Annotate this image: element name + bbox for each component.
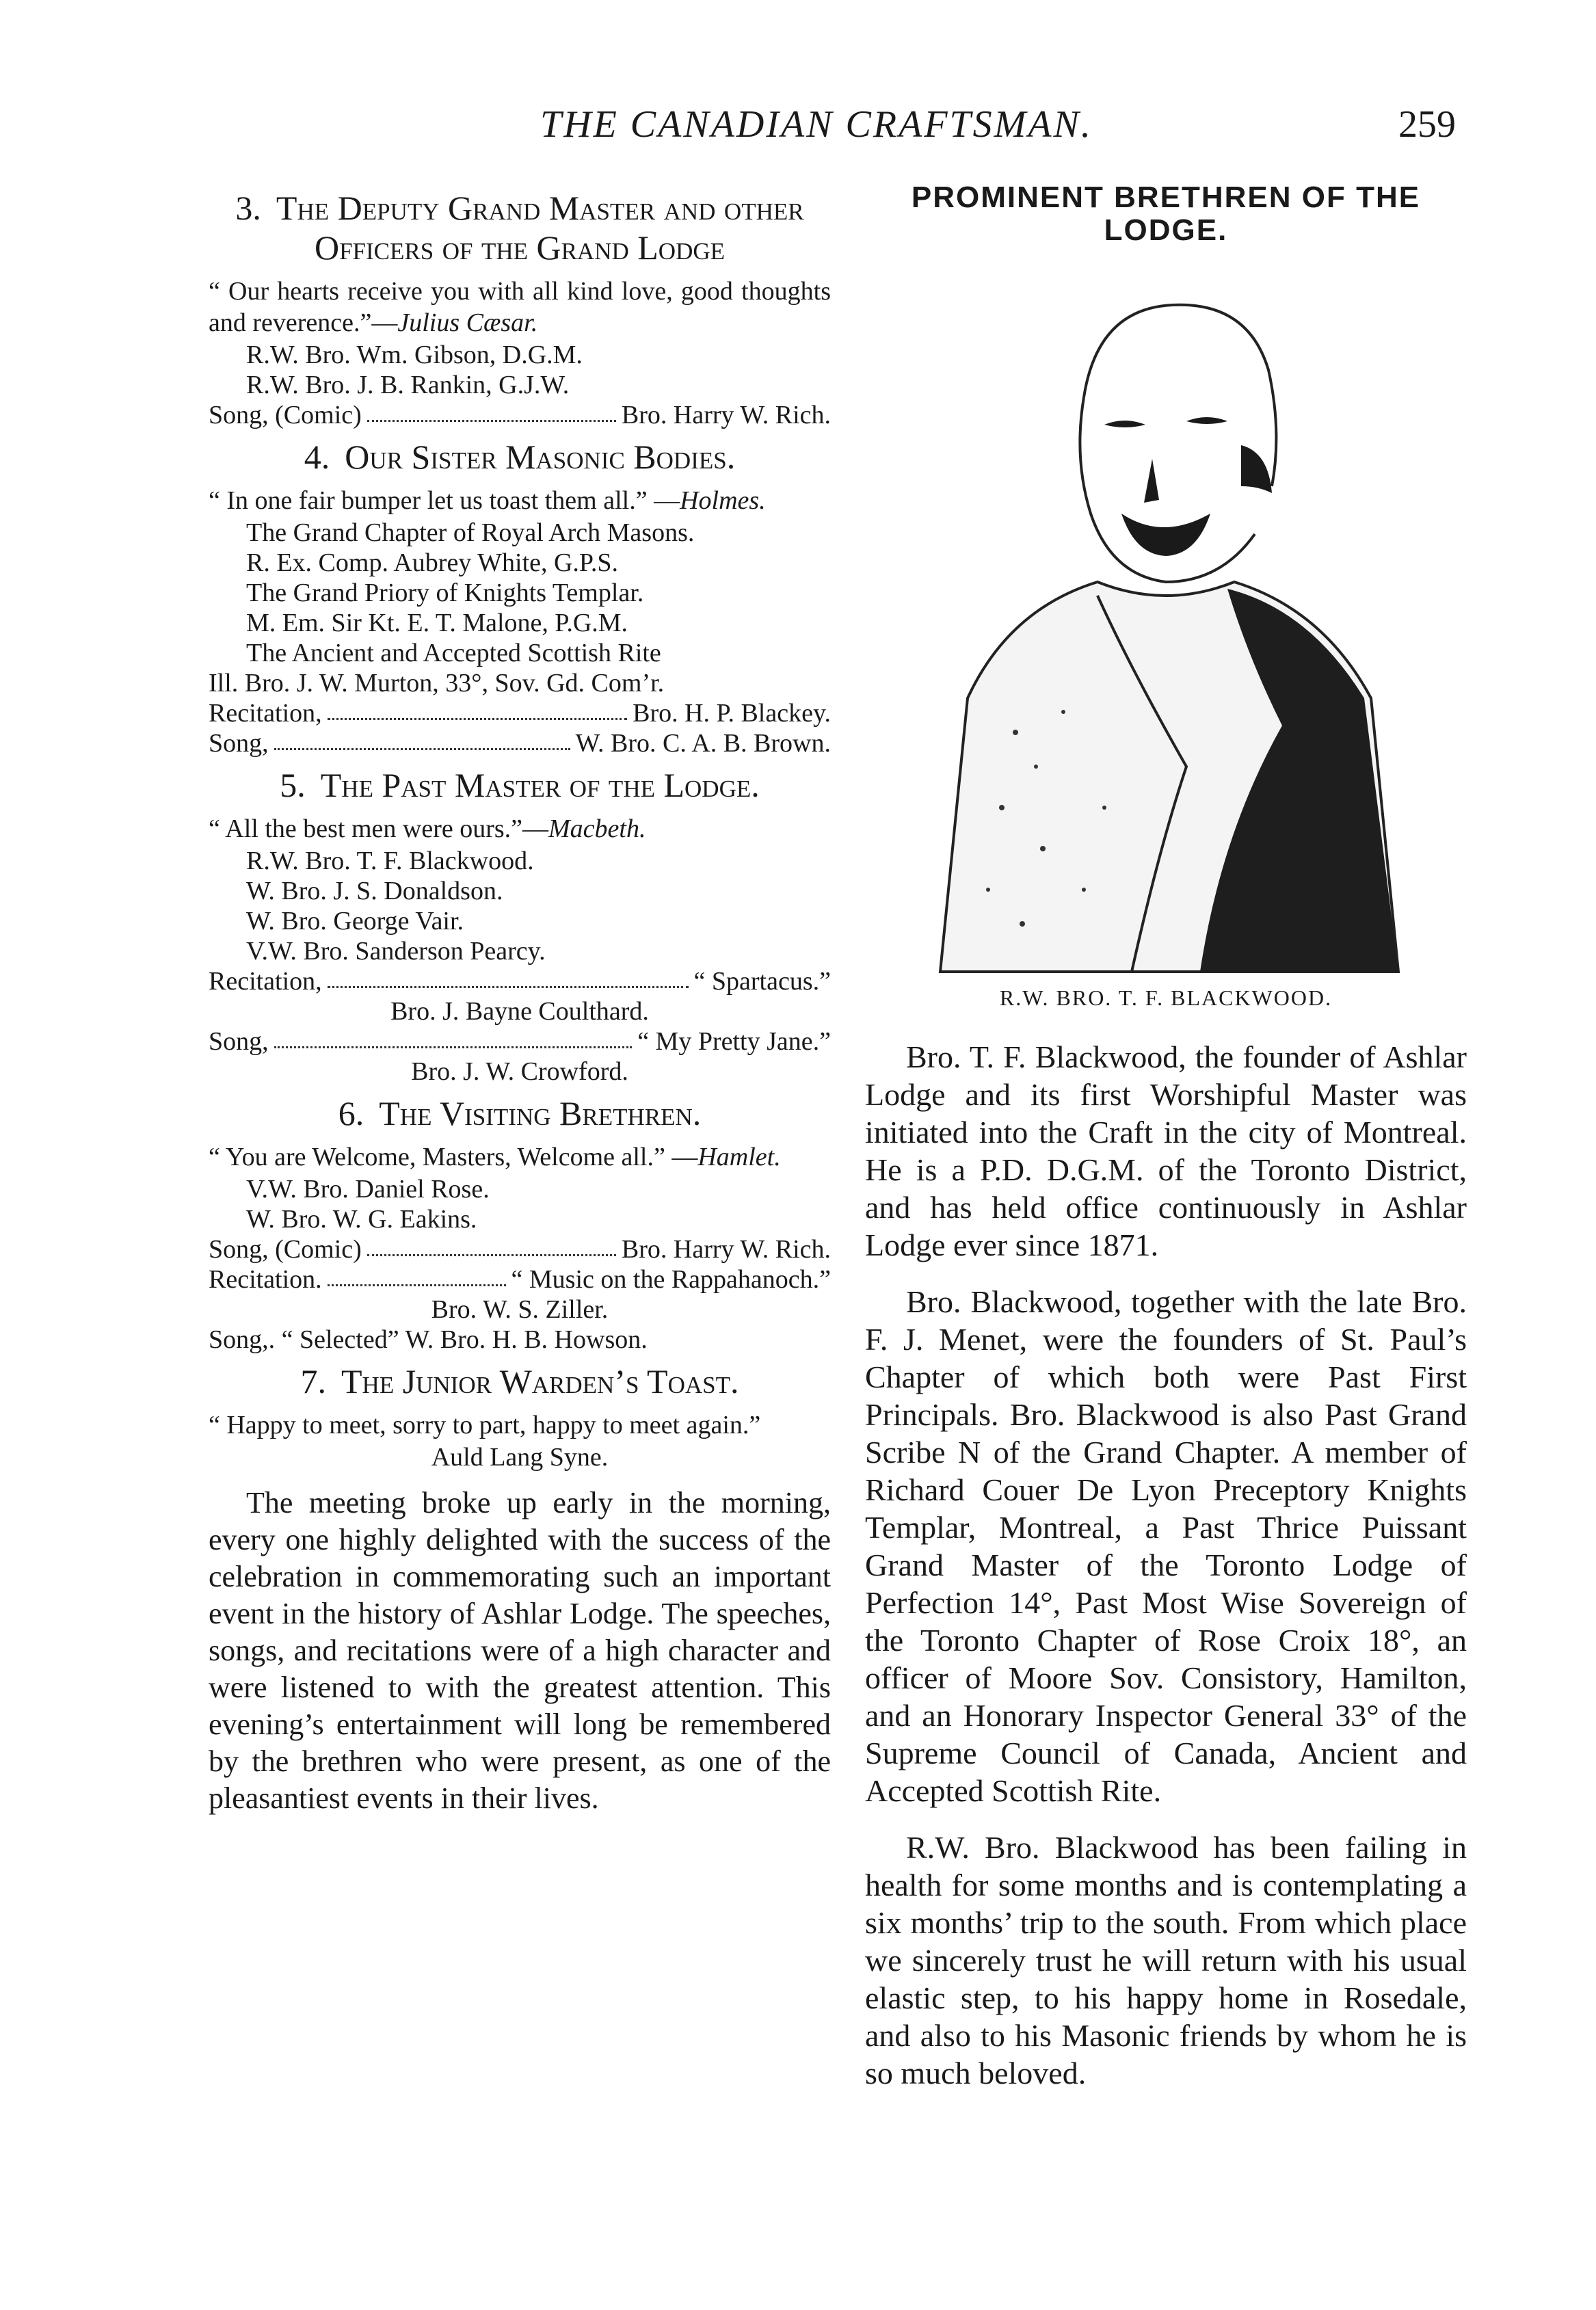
leader-dots [274,1026,633,1048]
toast-heading [209,437,831,477]
quote-attribution: Holmes. [680,486,766,515]
performance-line [209,400,831,430]
toast-heading [209,188,831,267]
toast-respondent: W. Bro. W. G. Eakins. [246,1205,477,1234]
quote-attribution: Macbeth. [548,814,646,843]
quote-attribution: Hamlet. [697,1143,781,1171]
biography-paragraph: Bro. Blackwood, together with the late Bro. F. J. Menet, were the founders of St. Paul’s Chapter of which both were Past First Principals. Bro. Blackwood is also Past Grand Scribe N of the Grand Chapter. A member of Richard Couer De Lyon Preceptory Knights Templar, Montreal, a Past Thrice Puissant Grand Master of the Toronto Lodge of Perfection 14°, Past Most Wise Sovereign of the Toronto Chapter of Rose Croix 18°, an officer of Moore Sov. Consistory, Hamilton, and an Honorary Inspector General 33° of the Supreme Council of Canada, Ancient and Accepted Scottish Rite. [865,1284,1467,1808]
toast-respondent: Bro. J. W. Crowford. [411,1057,628,1086]
performance-line [209,728,831,758]
toast-respondent: V.W. Bro. Daniel Rose. [246,1175,490,1204]
toast-respondent: Bro. W. S. Ziller. [431,1295,609,1324]
toast-quote [209,276,831,338]
toast-heading [209,1362,831,1401]
performance-type: Recitation, [209,699,322,728]
performance-line [209,1234,831,1264]
toast-title: The Junior Warden’s Toast. [341,1362,739,1400]
leader-dots [328,698,627,720]
toast-respondent: The Ancient and Accepted Scottish Rite [246,639,661,667]
toast-number: 4. [304,438,330,476]
toast-respondent: Ill. Bro. J. W. Murton, 33°, Sov. Gd. Com’r. [209,669,665,698]
leader-dots [367,400,616,422]
quote-text: “ Our hearts receive you with all kind love, good thoughts and reverence.”— [209,277,831,337]
right-column [865,181,1467,2111]
leader-dots [328,966,689,988]
performer: Bro. H. P. Blackey. [633,699,831,728]
toast-number: 5. [280,766,306,804]
quote-text: “ You are Welcome, Masters, Welcome all.” — [209,1143,698,1171]
leader-dots [328,1264,506,1286]
performance-type: Song, [209,729,269,758]
performer: “ Music on the Rappahanoch.” [511,1265,831,1294]
toast-respondent: Auld Lang Syne. [431,1443,609,1472]
toast-number: 6. [338,1094,364,1132]
section-heading: PROMINENT BRETHREN OF THE LODGE. [911,181,1421,247]
toast-respondent: R.W. Bro. J. B. Rankin, G.J.W. [246,371,570,399]
toast-respondent: R.W. Bro. T. F. Blackwood. [246,847,534,875]
toast-number: 3. [235,189,261,227]
performance-type: Song, (Comic) [209,1235,362,1264]
toast-quote [209,1409,831,1441]
performer: “ My Pretty Jane.” [637,1027,831,1056]
toast-respondent: The Grand Chapter of Royal Arch Masons. [246,518,695,547]
quote-text: “ In one fair bumper let us toast them all.” — [209,486,680,515]
biography-paragraph: Bro. T. F. Blackwood, the founder of Ashlar Lodge and its first Worshipful Master was initiated into the Craft in the city of Montreal. He is a P.D. D.G.M. of the Toronto District, and has held office continuously in Ashlar Lodge ever since 1871. [865,1039,1467,1262]
toast-title: The Deputy Grand Master and other Officers of the Grand Lodge [276,189,804,267]
performance-type: Recitation. [209,1265,322,1294]
portrait [927,288,1405,979]
toast-heading [209,1093,831,1133]
leader-dots [274,728,570,750]
running-title: THE CANADIAN CRAFTSMAN. [540,103,1093,146]
performance-line [209,698,831,728]
performance-line [209,966,831,996]
toast-respondent: Song,. “ Selected” W. Bro. H. B. Howson. [209,1325,648,1354]
page-number: 259 [1398,103,1456,146]
performer: Bro. Harry W. Rich. [621,1235,831,1264]
biography-paragraph: R.W. Bro. Blackwood has been failing in health for some months and is contemplating a six months’ trip to the south. From which place we sincerely trust he will return with his usual elastic step, to his happy home in Rosedale, and also to his Masonic friends by whom he is so much beloved. [865,1830,1467,2090]
toast-quote [209,485,831,516]
quote-text: “ All the best men were ours.”— [209,814,549,843]
toast-respondent: M. Em. Sir Kt. E. T. Malone, P.G.M. [246,609,628,637]
toast-title: The Visiting Brethren. [379,1094,702,1132]
biography [865,1038,1467,2092]
performance-type: Song, (Comic) [209,401,362,429]
performance-line [209,1264,831,1295]
performance-type: Recitation, [209,967,322,996]
toast-quote [209,1141,831,1173]
portrait-engraving [927,288,1405,979]
toast-respondent: V.W. Bro. Sanderson Pearcy. [246,937,546,966]
quote-text: “ Happy to meet, sorry to part, happy to meet again.” [209,1411,761,1439]
face-shading [1104,417,1272,556]
toast-heading [209,765,831,805]
toast-number: 7. [300,1362,326,1400]
toast-title: Our Sister Masonic Bodies. [345,438,736,476]
toast-respondent: The Grand Priory of Knights Templar. [246,579,644,607]
performer: W. Bro. C. A. B. Brown. [575,729,831,758]
performance-line [209,1026,831,1057]
toast-respondent: W. Bro. J. S. Donaldson. [246,877,503,905]
leader-dots [367,1234,616,1256]
quote-attribution: Julius Cæsar. [397,308,538,337]
toast-respondent: Bro. J. Bayne Coulthard. [390,997,649,1026]
left-column [209,181,831,1817]
toast-respondent: R.W. Bro. Wm. Gibson, D.G.M. [246,341,583,369]
performance-type: Song, [209,1027,269,1056]
closing-paragraph: The meeting broke up early in the morning, every one highly delighted with the success of the celebration in commemorating such an important event in the history of Ashlar Lodge. The speeches, songs, and recitations were of a high character and were listened to with the greatest attention. This evening’s entertainment will long be remembered by the brethren who were present, as one of the pleasantiest events in their lives. [209,1486,831,1815]
toast-quote [209,813,831,845]
toast-respondent: R. Ex. Comp. Aubrey White, G.P.S. [246,548,618,577]
performer: “ Spartacus.” [693,967,831,996]
toast-respondent: W. Bro. George Vair. [246,907,464,935]
portrait-caption: R.W. BRO. T. F. BLACKWOOD. [999,985,1333,1010]
page-header [0,103,1596,157]
performer: Bro. Harry W. Rich. [621,401,831,429]
toast-title: The Past Master of the Lodge. [320,766,760,804]
